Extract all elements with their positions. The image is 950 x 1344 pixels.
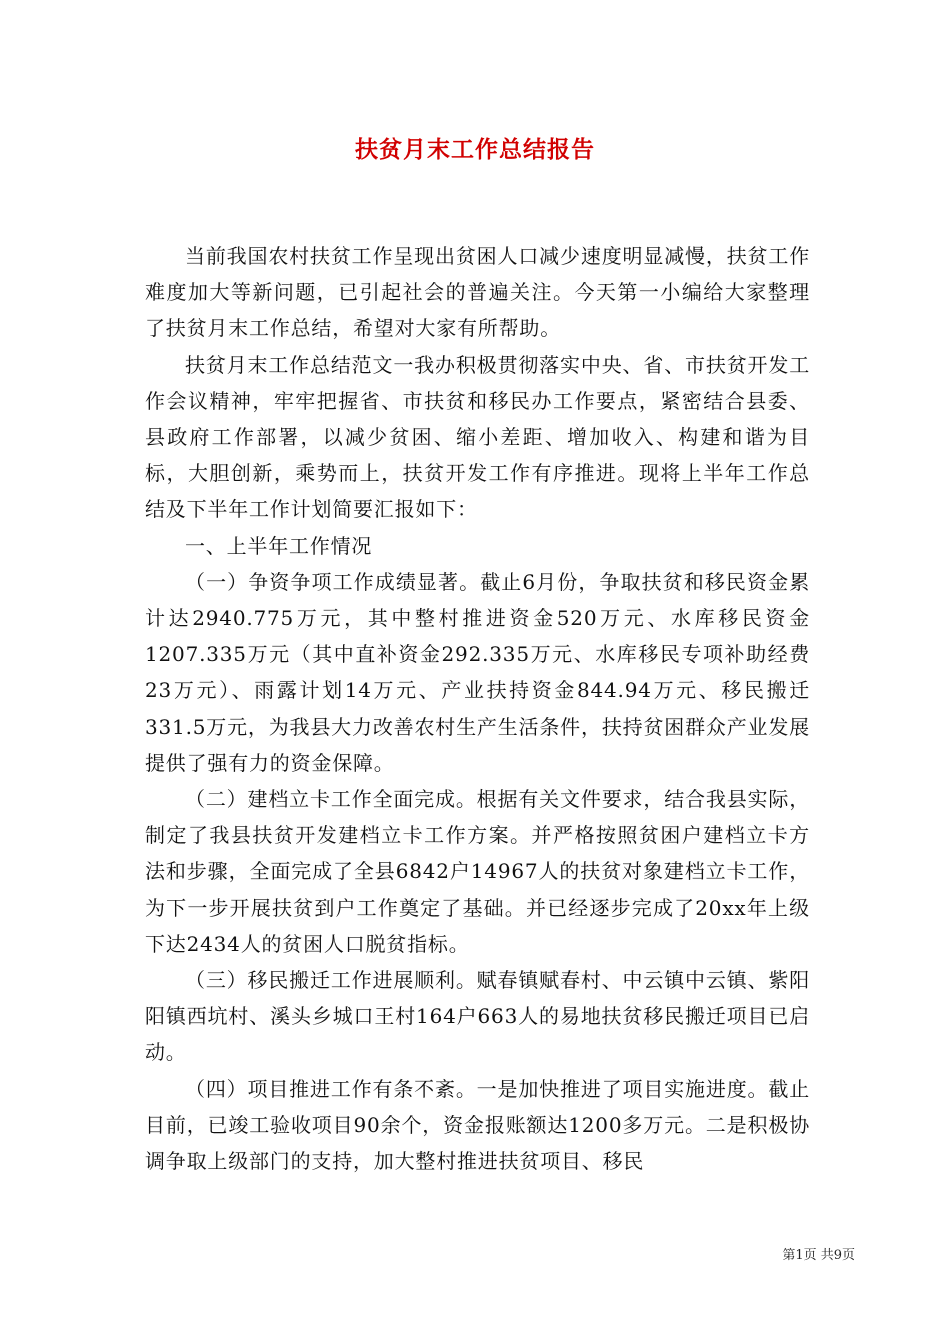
document-title: 扶贫月末工作总结报告 — [355, 136, 595, 163]
page-number: 第1页 共9页 — [782, 1248, 855, 1263]
document-body — [145, 238, 810, 1179]
paragraph-intro: 当前我国农村扶贫工作呈现出贫困人口减少速度明显减慢，扶贫工作难度加大等新问题，已引起社会的普遍关注。今天第一小编给大家整理了扶贫月末工作总结，希望对大家有所帮助。 — [145, 244, 810, 341]
paragraph-sample-one: 扶贫月末工作总结范文一我办积极贯彻落实中央、省、市扶贫开发工作会议精神，牢牢把握省、市扶贫和移民办工作要点，紧密结合县委、县政府工作部署，以减少贫困、缩小差距、增加收入、构建和谐为目标，大胆创新，乘势而上，扶贫开发工作有序推进。现将上半年工作总结及下半年工作计划简要汇报如下： — [145, 352, 810, 522]
paragraph-relocation: （三）移民搬迁工作进展顺利。赋春镇赋春村、中云镇中云镇、紫阳阳镇西坑村、溪头乡城口王村164户663人的易地扶贫移民搬迁项目已启动。 — [145, 968, 810, 1065]
paragraph-funding: （一）争资争项工作成绩显著。截止6月份，争取扶贫和移民资金累计达2940.775万元，其中整村推进资金520万元、水库移民资金1207.335万元（其中直补资金292.335万元、水库移民专项补助经费23万元）、雨露计划14万元、产业扶持资金844.94万元、移民搬迁331.5万元，为我县大力改善农村生产生活条件，扶持贫困群众产业发展提供了强有力的资金保障。 — [145, 569, 810, 775]
section-heading-first-half: 一、上半年工作情况 — [185, 533, 373, 558]
paragraph-registration: （二）建档立卡工作全面完成。根据有关文件要求，结合我县实际，制定了我县扶贫开发建档立卡工作方案。并严格按照贫困户建档立卡方法和步骤，全面完成了全县6842户14967人的扶贫对象建档立卡工作，为下一步开展扶贫到户工作奠定了基础。并已经逐步完成了20xx年上级下达2434人的贫困人口脱贫指标。 — [145, 787, 810, 956]
paragraph-projects: （四）项目推进工作有条不紊。一是加快推进了项目实施进度。截止目前，已竣工验收项目90余个，资金报账额达1200多万元。二是积极协调争取上级部门的支持，加大整村推进扶贫项目、移民 — [145, 1076, 810, 1174]
